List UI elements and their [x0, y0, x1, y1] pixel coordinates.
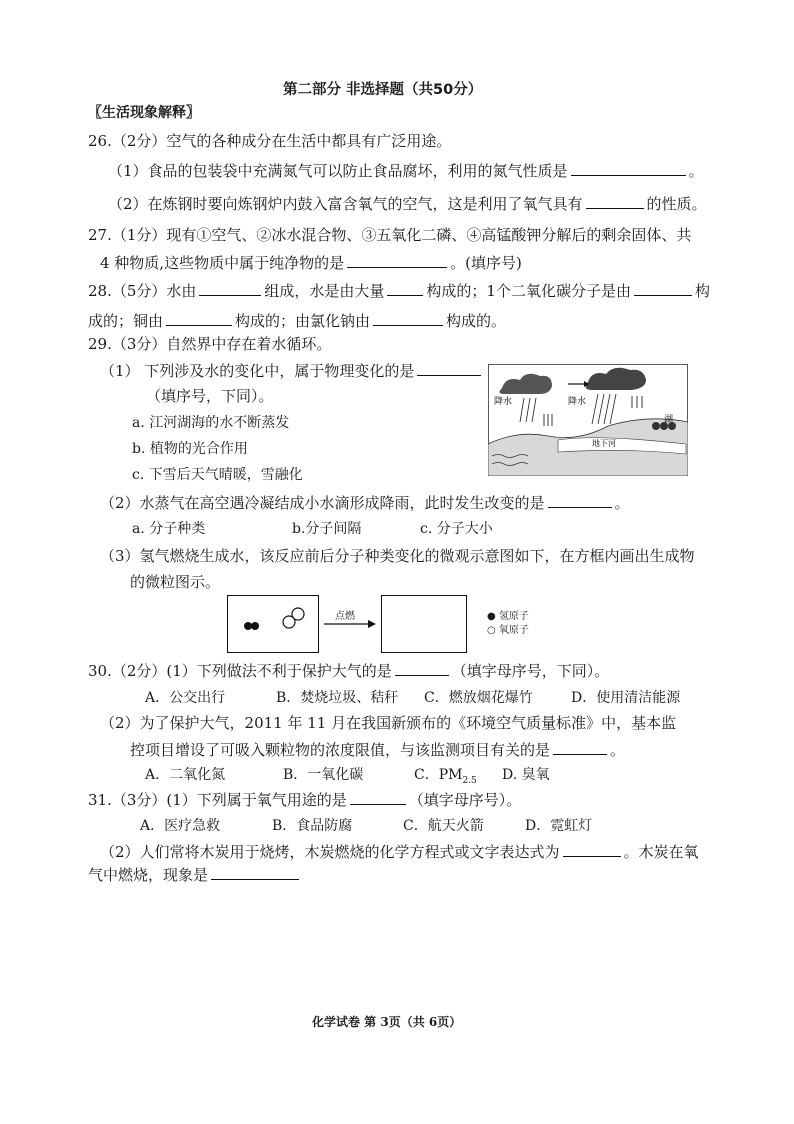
q27-line1: 27.（1分）现有①空气、②冰水混合物、③五氧化二磷、④高锰酸钾分解后的剩余固体、共	[88, 226, 692, 244]
q30-part2-end: 。	[610, 741, 626, 759]
q29-option-a: a. 江河湖海的水不断蒸发	[132, 415, 290, 431]
q30-part2-option-d: D. 臭氧	[502, 767, 550, 783]
q30-option-c-text: C．PM	[414, 767, 463, 783]
reactant-box	[227, 595, 319, 653]
q26-blank1[interactable]	[571, 161, 686, 176]
q29-part2-option-b: b.分子间隔	[292, 521, 362, 537]
q30-part1-text: 30.（2分）(1）下列做法不利于保护大气的是	[88, 662, 392, 680]
q26-part1	[108, 161, 704, 181]
q30-option-b: B．焚烧垃圾、秸秆	[276, 690, 399, 706]
q30-blank2[interactable]	[553, 740, 607, 755]
q27-blank[interactable]	[347, 253, 447, 268]
q26-part2	[108, 194, 707, 214]
part-title: 第二部分 非选择题（共50分）	[283, 82, 483, 98]
q28-blank1[interactable]	[199, 281, 261, 296]
q28-text-b: 组成，水是由大量	[264, 282, 385, 300]
q30-part2-option-a: A．二氧化氮	[145, 767, 226, 783]
cloud-right-icon	[586, 368, 646, 390]
q28-text-e: 成的；铜由	[88, 312, 164, 330]
q29-part2	[100, 493, 630, 513]
q30-blank1[interactable]	[395, 661, 449, 676]
q31-blank3[interactable]	[211, 865, 299, 880]
q31-blank1[interactable]	[350, 790, 406, 805]
q27-line2	[100, 253, 522, 273]
q31-option-c: C．航天火箭	[403, 818, 484, 834]
section-label: 〖生活现象解释〗	[88, 105, 200, 121]
q29-part1-note: （填序号，下同）。	[146, 387, 274, 405]
q31-option-b: B．食品防腐	[272, 818, 353, 834]
q29-part2-option-c: c. 分子大小	[420, 521, 493, 537]
q29-blank1[interactable]	[417, 361, 481, 376]
q31-part3	[88, 865, 302, 885]
q30-option-a: A．公交出行	[145, 690, 226, 706]
q26-part1-end: 。	[688, 162, 704, 180]
q26-stem: 26.（2分）空气的各种成分在生活中都具有广泛用途。	[88, 132, 452, 150]
reactant-particles-icon	[228, 596, 318, 652]
q29-part2-text: （2）水蒸气在高空遇冷凝结成小水滴形成降雨，此时发生改变的是	[100, 494, 545, 512]
q28-line1	[88, 281, 710, 301]
q28-text-f: 构成的；由氯化钠由	[235, 312, 371, 330]
q31-part1-end: （填字母序号）。	[408, 791, 522, 809]
q28-text-c: 构成的；1个二氧化碳分子是由	[426, 282, 631, 300]
q29-part2-end: 。	[614, 494, 630, 512]
q30-part2-option-b: B．一氧化碳	[283, 767, 364, 783]
diagram-rain-label-1: 降水	[494, 397, 513, 407]
diagram-lake-label: 湖	[664, 415, 674, 425]
q26-blank2[interactable]	[586, 194, 644, 209]
q31-option-a: A．医疗急救	[140, 818, 221, 834]
q28-blank3[interactable]	[634, 281, 692, 296]
legend-hydrogen: ● 氢原子	[487, 611, 529, 622]
q31-part1	[88, 790, 521, 810]
q26-part2-end: 的性质。	[646, 195, 707, 213]
q30-option-c-sub: 2.5	[462, 775, 477, 786]
product-answer-box[interactable]	[381, 595, 467, 653]
q28-text-d: 构	[694, 282, 710, 300]
q30-part2-line2	[130, 740, 625, 760]
q30-part1-end: （填字母序号，下同）。	[451, 662, 610, 680]
q28-text-a: 28.（5分）水由	[88, 282, 197, 300]
q28-text-g: 构成的。	[446, 312, 507, 330]
cloud-left-icon	[499, 374, 552, 394]
q28-line2	[88, 311, 506, 331]
q27-line2-end: 。(填序号)	[450, 254, 522, 272]
q30-part2-option-c	[414, 765, 477, 791]
page-footer: 化学试卷 第 3页（共 6页）	[312, 1015, 462, 1029]
reaction-arrow-icon	[322, 618, 378, 630]
q30-option-d: D．使用清洁能源	[571, 690, 681, 706]
q29-stem: 29.（3分）自然界中存在着水循环。	[88, 335, 332, 353]
q28-blank4[interactable]	[166, 311, 232, 326]
q31-part1-text: 31.（3分）(1）下列属于氧气用途的是	[88, 791, 347, 809]
legend-oxygen: ○ 氧原子	[487, 625, 529, 636]
q31-option-d: D．霓虹灯	[525, 818, 593, 834]
q29-part1-text: （1） 下列涉及水的变化中，属于物理变化的是	[100, 362, 415, 380]
q31-part2-end: 。木炭在氧	[623, 843, 699, 861]
q29-part3-line2: 的微粒图示。	[130, 573, 221, 591]
q26-part1-text: （1）食品的包装袋中充满氮气可以防止食品腐坏，利用的氮气性质是	[108, 162, 568, 180]
q30-option-c: C．燃放烟花爆竹	[424, 690, 533, 706]
q29-option-c: c. 下雪后天气晴暖，雪融化	[132, 467, 303, 483]
q30-part2-text: 控项目增设了可吸入颗粒物的浓度限值，与该监测项目有关的是	[130, 741, 551, 759]
q31-blank2[interactable]	[563, 842, 621, 857]
diagram-rain-label-2: 降水	[568, 397, 587, 407]
q31-part3-text: 气中燃烧，现象是	[88, 866, 209, 884]
water-cycle-diagram	[488, 364, 688, 476]
q30-part2-line1: （2）为了保护大气，2011 年 11 月在我国新颁布的《环境空气质量标准》中，基本监	[100, 714, 677, 732]
q29-blank2[interactable]	[548, 493, 612, 508]
q28-blank2[interactable]	[387, 281, 423, 296]
q26-part2-text: （2）在炼钢时要向炼钢炉内鼓入富含氧气的空气，这是利用了氧气具有	[108, 195, 583, 213]
q27-line2-text: 4 种物质,这些物质中属于纯净物的是	[100, 254, 345, 272]
q29-part1	[100, 361, 484, 381]
q28-blank5[interactable]	[373, 311, 443, 326]
q31-part2	[100, 842, 699, 862]
q30-part1	[88, 661, 609, 681]
q29-part3-line1: （3）氢气燃烧生成水，该反应前后分子种类变化的微观示意图如下，在方框内画出生成物	[100, 547, 695, 565]
q29-part2-option-a: a. 分子种类	[132, 521, 206, 537]
q31-part2-text: （2）人们常将木炭用于烧烤，木炭燃烧的化学方程式或文字表达式为	[100, 843, 560, 861]
q29-option-b: b. 植物的光合作用	[132, 441, 248, 457]
reaction-condition-label: 点燃	[335, 611, 355, 622]
diagram-river-label: 地下河	[592, 439, 616, 448]
